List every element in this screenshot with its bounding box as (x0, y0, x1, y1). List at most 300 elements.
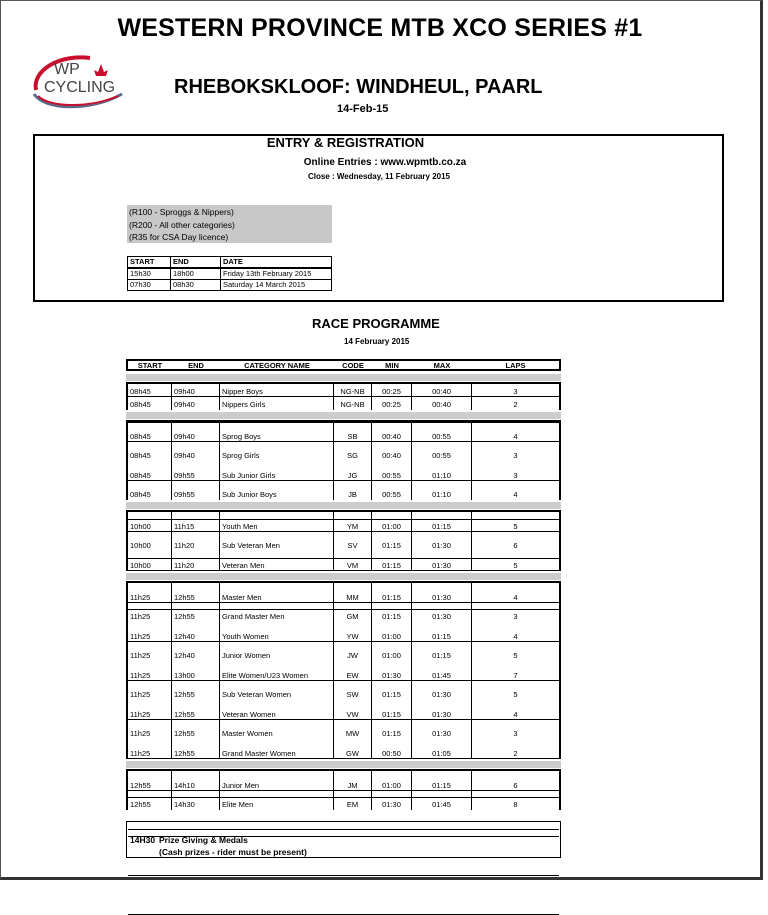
max-value: 01:30 (432, 612, 451, 621)
prize-giving-box (126, 821, 561, 858)
cell-max (412, 397, 472, 410)
cell-category (220, 461, 334, 481)
cell-min (372, 397, 412, 410)
laps-value: 5 (513, 561, 518, 571)
end-value: 09h55 (174, 490, 195, 499)
cell-code (334, 642, 372, 662)
cell-end (172, 461, 220, 481)
code-value: JW (347, 651, 358, 660)
start-value: 11h25 (130, 729, 151, 738)
category-value: Sub Veteran Women (222, 690, 292, 699)
end-value: 12h55 (174, 748, 195, 758)
cell-min (372, 661, 412, 681)
code-value: SB (347, 431, 358, 441)
cell-start (128, 700, 172, 720)
cell-start (128, 461, 172, 481)
cell-category (220, 397, 334, 410)
wp-cycling-logo (30, 50, 130, 112)
max-value: 01:30 (432, 690, 451, 699)
min-value: 00:55 (382, 470, 401, 480)
start-value: 11h25 (130, 748, 151, 758)
code-value: JG (347, 470, 358, 480)
table-row (128, 771, 559, 791)
cell-max (412, 700, 472, 720)
laps-value: 3 (513, 387, 518, 396)
fee-line: (R35 for CSA Day licence) (129, 232, 229, 242)
cell-code (334, 397, 372, 410)
reg-date: Saturday 14 March 2015 (221, 280, 332, 291)
cell-code (334, 583, 372, 603)
cell-category (220, 481, 334, 501)
category-value: Youth Women (222, 631, 269, 641)
cell-start (128, 397, 172, 410)
min-value: 01:15 (382, 729, 401, 738)
max-value: 01:10 (432, 470, 451, 480)
code-value: EM (346, 800, 359, 809)
code-value: NG-NB (340, 387, 365, 396)
cell-laps (472, 622, 559, 642)
laps-value: 2 (513, 748, 518, 758)
max-value: 00:40 (432, 400, 451, 409)
code-value: SW (346, 690, 359, 699)
min-value: 01:15 (382, 690, 401, 699)
cell-laps (472, 642, 559, 662)
header-max: MAX (433, 361, 451, 370)
table-row (128, 791, 559, 811)
cell-category (220, 771, 334, 791)
cell-max (412, 720, 472, 740)
cell-end (172, 739, 220, 759)
cell-min (372, 481, 412, 501)
group-separator (126, 412, 561, 419)
start-value: 10h00 (130, 561, 151, 571)
end-value: 13h00 (174, 670, 195, 680)
min-value: 00:25 (382, 400, 401, 409)
end-value: 12h55 (174, 690, 195, 699)
cell-category (220, 622, 334, 642)
category-value: Veteran Men (222, 561, 265, 571)
cell-code (334, 422, 372, 442)
cell-min (372, 461, 412, 481)
code-value: MW (345, 729, 360, 738)
cell-category (220, 603, 334, 623)
cell-code (334, 791, 372, 811)
cell-start (128, 442, 172, 462)
cell-min (372, 771, 412, 791)
reg-end: 08h30 (171, 280, 221, 291)
cell-end (172, 771, 220, 791)
laps-value: 2 (513, 400, 518, 409)
laps-value: 4 (513, 631, 518, 641)
laps-value: 5 (513, 690, 518, 699)
category-value: Sub Junior Girls (222, 470, 276, 480)
programme-date: 14 February 2015 (344, 337, 410, 346)
cell-max (412, 661, 472, 681)
start-value: 11h25 (130, 592, 151, 602)
start-value: 08h45 (130, 470, 151, 480)
cell-max (412, 791, 472, 811)
code-value: GM (346, 612, 359, 621)
start-value: 11h25 (130, 651, 151, 660)
laps-value: 6 (513, 541, 518, 551)
start-value: 08h45 (130, 387, 151, 396)
end-value: 09h55 (174, 470, 195, 480)
programme-group (126, 510, 561, 571)
min-value: 01:15 (382, 592, 401, 602)
max-value: 01:30 (432, 729, 451, 738)
max-value: 01:05 (432, 748, 451, 758)
cell-min (372, 603, 412, 623)
row-rule (128, 875, 559, 876)
laps-value: 8 (513, 800, 518, 809)
end-value: 12h55 (174, 729, 195, 738)
cell-laps (472, 551, 559, 571)
cell-min (372, 622, 412, 642)
category-value: Nippers Girls (222, 400, 266, 409)
venue-title: RHEBOKSKLOOF: WINDHEUL, PAARL (174, 76, 543, 98)
cell-category (220, 700, 334, 720)
start-value: 11h25 (130, 631, 151, 641)
cell-max (412, 442, 472, 462)
cell-code (334, 551, 372, 571)
cell-end (172, 512, 220, 532)
max-value: 01:15 (432, 651, 451, 660)
cell-category (220, 551, 334, 571)
cell-start (128, 791, 172, 811)
cell-end (172, 481, 220, 501)
laps-value: 4 (513, 431, 518, 441)
min-value: 01:15 (382, 541, 401, 551)
group-separator (126, 502, 561, 509)
programme-header-row (126, 359, 561, 371)
start-value: 11h25 (130, 612, 151, 621)
start-value: 12h55 (130, 780, 151, 790)
cell-code (334, 603, 372, 623)
cell-end (172, 583, 220, 603)
end-value: 11h15 (174, 521, 195, 531)
category-value: Veteran Women (222, 709, 276, 719)
end-value: 11h20 (174, 561, 195, 571)
code-value: EW (346, 670, 359, 680)
category-value: Master Women (222, 729, 273, 738)
cell-code (334, 739, 372, 759)
entry-title: ENTRY & REGISTRATION (266, 135, 425, 150)
cell-min (372, 791, 412, 811)
cell-category (220, 512, 334, 532)
cell-min (372, 422, 412, 442)
prize-time: 14H30 (130, 835, 156, 845)
laps-value: 7 (513, 670, 518, 680)
table-row (128, 661, 559, 681)
cell-laps (472, 700, 559, 720)
code-value: MM (346, 592, 359, 602)
cell-laps (472, 461, 559, 481)
code-value: JM (347, 780, 358, 790)
category-value: Grand Master Women (222, 748, 296, 758)
category-value: Master Men (222, 592, 262, 602)
cell-max (412, 583, 472, 603)
cell-laps (472, 397, 559, 410)
cell-end (172, 532, 220, 552)
code-value: YW (346, 631, 359, 641)
cell-max (412, 481, 472, 501)
category-value: Grand Master Men (222, 612, 285, 621)
laps-value: 3 (513, 451, 518, 460)
cell-laps (472, 661, 559, 681)
start-value: 11h25 (130, 670, 151, 680)
end-value: 12h55 (174, 592, 195, 602)
table-row (128, 422, 559, 442)
cell-laps (472, 603, 559, 623)
table-row (128, 603, 559, 623)
table-row (128, 512, 559, 532)
max-value: 01:45 (432, 670, 451, 680)
end-value: 12h40 (174, 631, 195, 641)
registration-row (128, 280, 332, 291)
cell-laps (472, 681, 559, 701)
laps-value: 5 (513, 521, 518, 531)
end-value: 12h55 (174, 612, 195, 621)
header-start: START (137, 361, 163, 370)
code-value: VM (346, 561, 359, 571)
table-row (128, 442, 559, 462)
cell-code (334, 461, 372, 481)
cell-min (372, 532, 412, 552)
cell-end (172, 791, 220, 811)
max-value: 01:15 (432, 780, 451, 790)
cell-min (372, 739, 412, 759)
cell-max (412, 603, 472, 623)
table-row (128, 461, 559, 481)
max-value: 01:30 (432, 541, 451, 551)
cell-start (128, 532, 172, 552)
laps-value: 3 (513, 729, 518, 738)
max-value: 00:55 (432, 431, 451, 441)
table-row (128, 551, 559, 571)
cell-code (334, 771, 372, 791)
cell-start (128, 603, 172, 623)
cell-category (220, 720, 334, 740)
cell-laps (472, 791, 559, 811)
end-value: 09h40 (174, 451, 195, 460)
cell-category (220, 532, 334, 552)
cell-start (128, 642, 172, 662)
cell-laps (472, 739, 559, 759)
registration-table (127, 256, 332, 291)
table-row (128, 397, 559, 410)
start-value: 10h00 (130, 521, 151, 531)
cell-laps (472, 442, 559, 462)
programme-group (126, 382, 561, 410)
fee-line: (R200 - All other categories) (129, 219, 235, 230)
online-entries: Online Entries : www.wpmtb.co.za (303, 157, 467, 168)
category-value: Junior Women (222, 651, 271, 660)
entry-close-date: Close : Wednesday, 11 February 2015 (308, 172, 450, 181)
cell-start (128, 551, 172, 571)
start-value: 08h45 (130, 431, 151, 441)
cell-min (372, 442, 412, 462)
header-end: END (188, 361, 204, 370)
min-value: 00:55 (382, 490, 401, 499)
code-value: SG (347, 451, 358, 460)
cell-start (128, 422, 172, 442)
cell-category (220, 661, 334, 681)
min-value: 00:25 (382, 387, 401, 396)
cell-laps (472, 720, 559, 740)
group-separator (126, 761, 561, 768)
min-value: 00:40 (382, 451, 401, 460)
cell-max (412, 771, 472, 791)
cell-laps (472, 422, 559, 442)
category-value: Sprog Girls (222, 451, 260, 460)
cell-code (334, 661, 372, 681)
cell-code (334, 442, 372, 462)
cell-code (334, 512, 372, 532)
registration-row (128, 268, 332, 280)
cell-category (220, 791, 334, 811)
cell-min (372, 583, 412, 603)
header-min: MIN (385, 361, 399, 370)
cell-min (372, 642, 412, 662)
cell-start (128, 661, 172, 681)
table-row (128, 720, 559, 740)
end-value: 09h40 (174, 431, 195, 441)
group-separator (126, 811, 561, 818)
min-value: 01:15 (382, 561, 401, 571)
cell-laps (472, 771, 559, 791)
min-value: 01:00 (382, 651, 401, 660)
cell-start (128, 622, 172, 642)
table-row (128, 681, 559, 701)
reg-header-end: END (171, 257, 221, 269)
cell-code (334, 681, 372, 701)
cell-category (220, 642, 334, 662)
category-value: Youth Men (222, 521, 258, 531)
max-value: 01:15 (432, 631, 451, 641)
cell-start (128, 720, 172, 740)
cell-max (412, 532, 472, 552)
table-row (128, 481, 559, 501)
cell-code (334, 481, 372, 501)
cell-laps (472, 512, 559, 532)
cell-code (334, 720, 372, 740)
max-value: 01:15 (432, 521, 451, 531)
header-code: CODE (342, 361, 364, 370)
cell-end (172, 720, 220, 740)
start-value: 08h45 (130, 451, 151, 460)
laps-value: 3 (513, 612, 518, 621)
cell-min (372, 551, 412, 571)
table-row (128, 642, 559, 662)
cell-end (172, 700, 220, 720)
cell-code (334, 532, 372, 552)
cell-category (220, 583, 334, 603)
programme-group (126, 769, 561, 810)
end-value: 14h10 (174, 780, 195, 790)
cell-start (128, 681, 172, 701)
logo-text-wp: WP (54, 61, 80, 78)
cell-end (172, 622, 220, 642)
code-value: SV (347, 541, 358, 551)
reg-start: 07h30 (128, 280, 171, 291)
min-value: 00:40 (382, 431, 401, 441)
programme-title: RACE PROGRAMME (312, 316, 440, 331)
cell-min (372, 720, 412, 740)
cell-end (172, 661, 220, 681)
start-value: 08h45 (130, 490, 151, 499)
cell-category (220, 442, 334, 462)
cell-end (172, 642, 220, 662)
cell-start (128, 739, 172, 759)
cell-category (220, 739, 334, 759)
cell-max (412, 512, 472, 532)
cell-category (220, 681, 334, 701)
cell-end (172, 397, 220, 410)
cell-max (412, 642, 472, 662)
table-row (128, 700, 559, 720)
table-row (128, 583, 559, 603)
cell-start (128, 481, 172, 501)
end-value: 12h40 (174, 651, 195, 660)
table-row (128, 622, 559, 642)
header-category: CATEGORY NAME (244, 361, 310, 370)
group-separator (126, 573, 561, 580)
cell-laps (472, 532, 559, 552)
cell-max (412, 551, 472, 571)
cell-code (334, 622, 372, 642)
cell-laps (472, 583, 559, 603)
cell-min (372, 681, 412, 701)
category-value: Elite Men (222, 800, 254, 809)
code-value: JB (348, 490, 357, 499)
min-value: 01:00 (382, 780, 401, 790)
cell-start (128, 771, 172, 791)
cell-max (412, 739, 472, 759)
table-row (128, 739, 559, 759)
max-value: 01:30 (432, 592, 451, 602)
prize-title: Prize Giving & Medals (159, 835, 248, 845)
logo-text-cycling: CYCLING (44, 79, 116, 96)
laps-value: 4 (513, 709, 518, 719)
category-value: Junior Men (222, 780, 260, 790)
max-value: 00:55 (432, 451, 451, 460)
max-value: 01:30 (432, 561, 451, 571)
fees-box (127, 205, 332, 243)
cell-start (128, 512, 172, 532)
end-value: 14h30 (174, 800, 195, 809)
laps-value: 6 (513, 780, 518, 790)
max-value: 01:30 (432, 709, 451, 719)
cell-end (172, 422, 220, 442)
min-value: 01:30 (382, 670, 401, 680)
start-value: 10h00 (130, 541, 151, 551)
cell-min (372, 700, 412, 720)
cell-max (412, 622, 472, 642)
code-value: VW (346, 709, 359, 719)
programme-group (126, 420, 561, 500)
category-value: Sub Junior Boys (222, 490, 277, 499)
start-value: 08h45 (130, 400, 151, 409)
max-value: 01:45 (432, 800, 451, 809)
page-title: WESTERN PROVINCE MTB XCO SERIES #1 (117, 14, 643, 42)
event-date: 14-Feb-15 (337, 103, 389, 115)
category-value: Elite Women/U23 Women (222, 670, 309, 680)
registration-header-row (128, 257, 332, 269)
min-value: 01:00 (382, 521, 401, 531)
end-value: 12h55 (174, 709, 195, 719)
cell-min (372, 512, 412, 532)
reg-start: 15h30 (128, 268, 171, 280)
